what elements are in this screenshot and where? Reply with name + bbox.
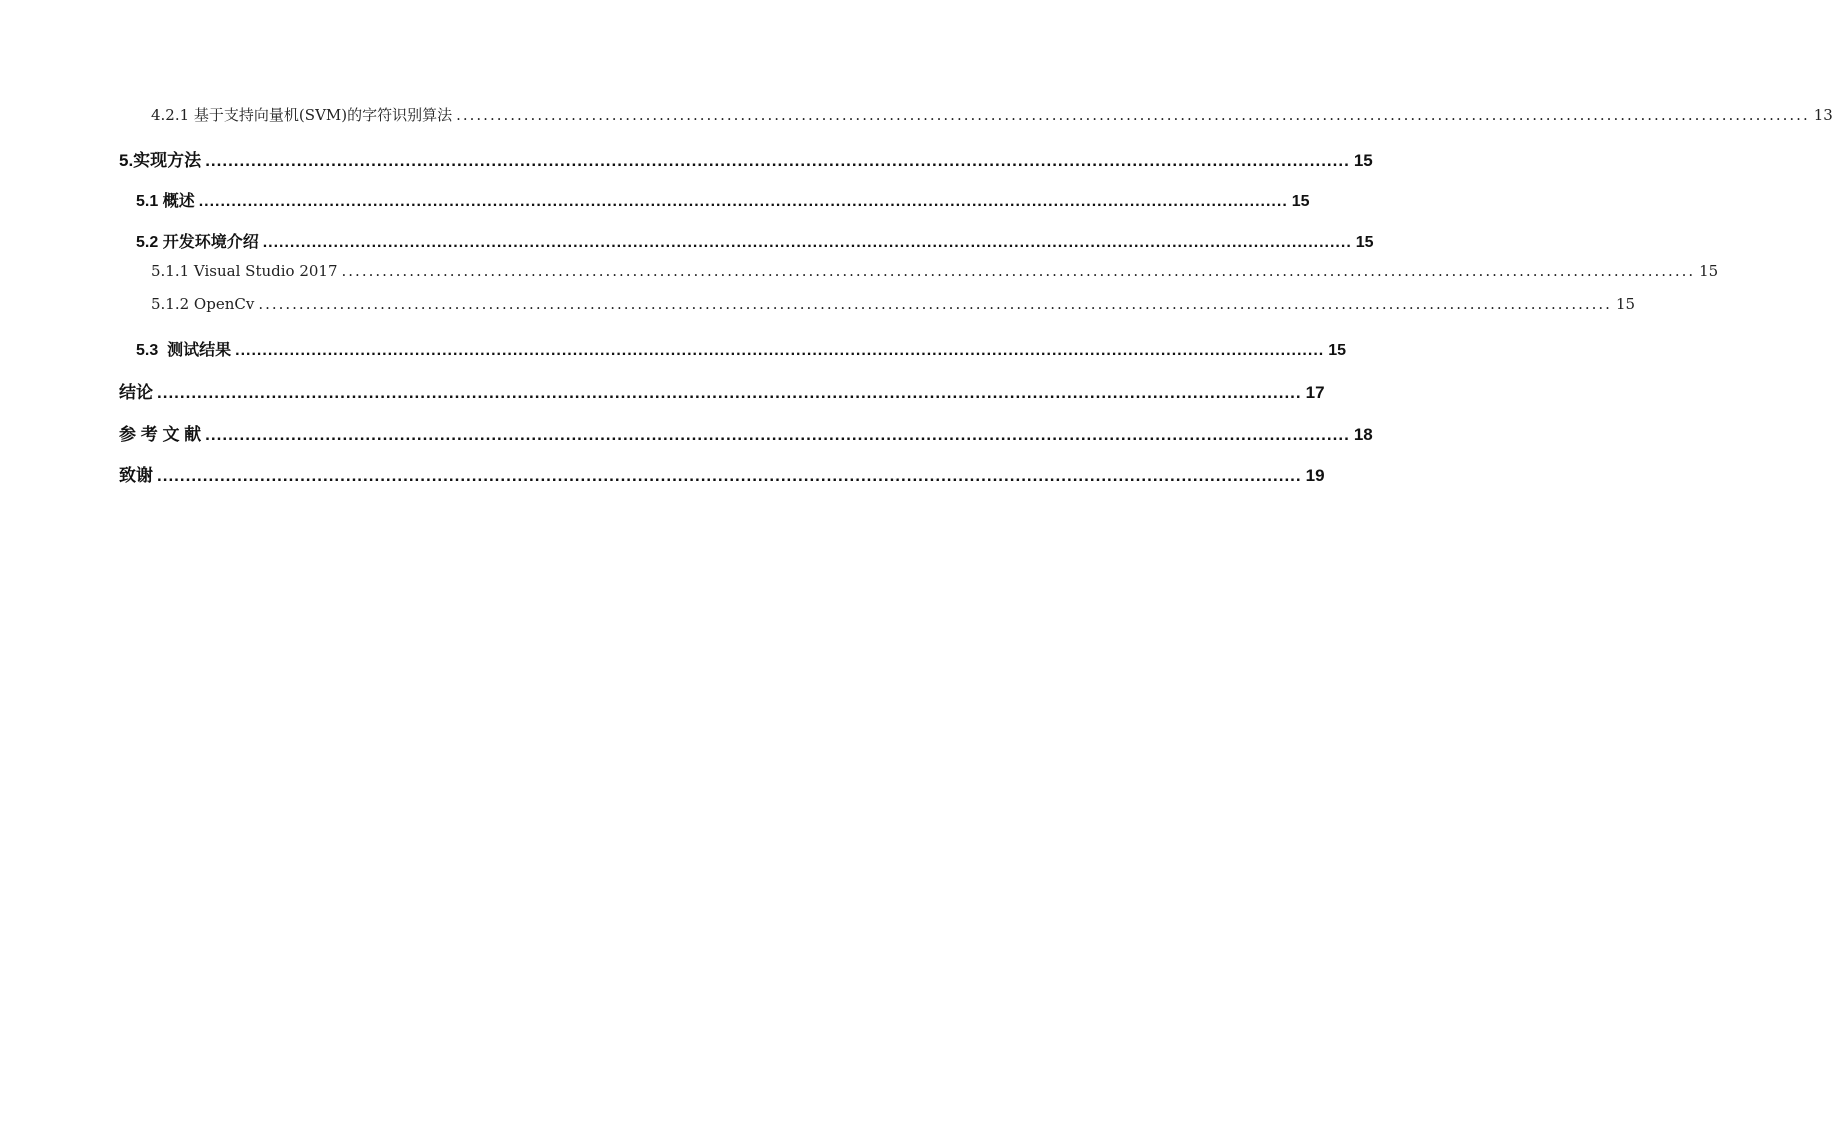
toc-page-number: 15 (1699, 262, 1719, 280)
toc-entry-label: 结论 (119, 383, 153, 402)
toc-entry-label: 5.2 开发环境介绍 (136, 234, 259, 251)
toc-entry-acknowledgements[interactable] (119, 461, 1325, 485)
toc-entry-5-3[interactable] (136, 337, 1346, 361)
toc-page-number: 15 (1355, 234, 1374, 251)
toc-page-number: 13 (1813, 106, 1833, 124)
toc-page-number: 15 (1328, 342, 1346, 359)
toc-entry-chapter-5[interactable] (119, 146, 1373, 170)
dot-leader: ........................................................................................................................................................................................................ (262, 234, 1352, 251)
toc-entry-label: 致谢 (119, 466, 153, 485)
toc-entry-references[interactable] (119, 420, 1373, 444)
dot-leader: ........................................................................................................................................................................................................ (258, 295, 1612, 313)
toc-entry-label: 4.2.1 基于支持向量机(SVM)的字符识别算法 (151, 106, 453, 124)
dot-leader: ........................................................................................................................................................................................................ (157, 466, 1302, 485)
toc-page-number: 15 (1291, 193, 1310, 210)
toc-entry-label: 5.实现方法 (119, 151, 202, 170)
toc-entry-4-2-1[interactable] (151, 104, 1833, 128)
toc-entry-5-2[interactable] (136, 229, 1374, 253)
toc-entry-label: 5.1 概述 (136, 193, 195, 210)
toc-entry-5-1[interactable] (136, 188, 1310, 212)
toc-entry-label: 5.3 测试结果 (136, 342, 232, 359)
toc-page-number: 18 (1353, 425, 1373, 444)
dot-leader: ........................................................................................................................................................................................................ (205, 425, 1350, 444)
dot-leader: ........................................................................................................................................................................................................ (341, 262, 1696, 280)
toc-page-number: 19 (1305, 466, 1325, 485)
toc-entry-label: 5.1.1 Visual Studio 2017 (151, 262, 338, 280)
toc-entry-5-1-2[interactable] (151, 295, 1636, 319)
dot-leader: ........................................................................................................................................................................................................ (157, 383, 1302, 402)
toc-entry-label: 5.1.2 OpenCv (151, 295, 255, 313)
toc-entry-conclusion[interactable] (119, 378, 1325, 402)
dot-leader: ........................................................................................................................................................................................................ (456, 106, 1810, 124)
dot-leader: ........................................................................................................................................................................................................ (235, 342, 1325, 359)
toc-page-number: 15 (1353, 151, 1373, 170)
toc-page-number: 17 (1305, 383, 1325, 402)
dot-leader: ........................................................................................................................................................................................................ (205, 151, 1350, 170)
toc-entry-label: 参 考 文 献 (119, 425, 202, 444)
dot-leader: ........................................................................................................................................................................................................ (198, 193, 1288, 210)
toc-entry-5-1-1[interactable] (151, 262, 1719, 286)
toc-page-number: 15 (1615, 295, 1636, 313)
